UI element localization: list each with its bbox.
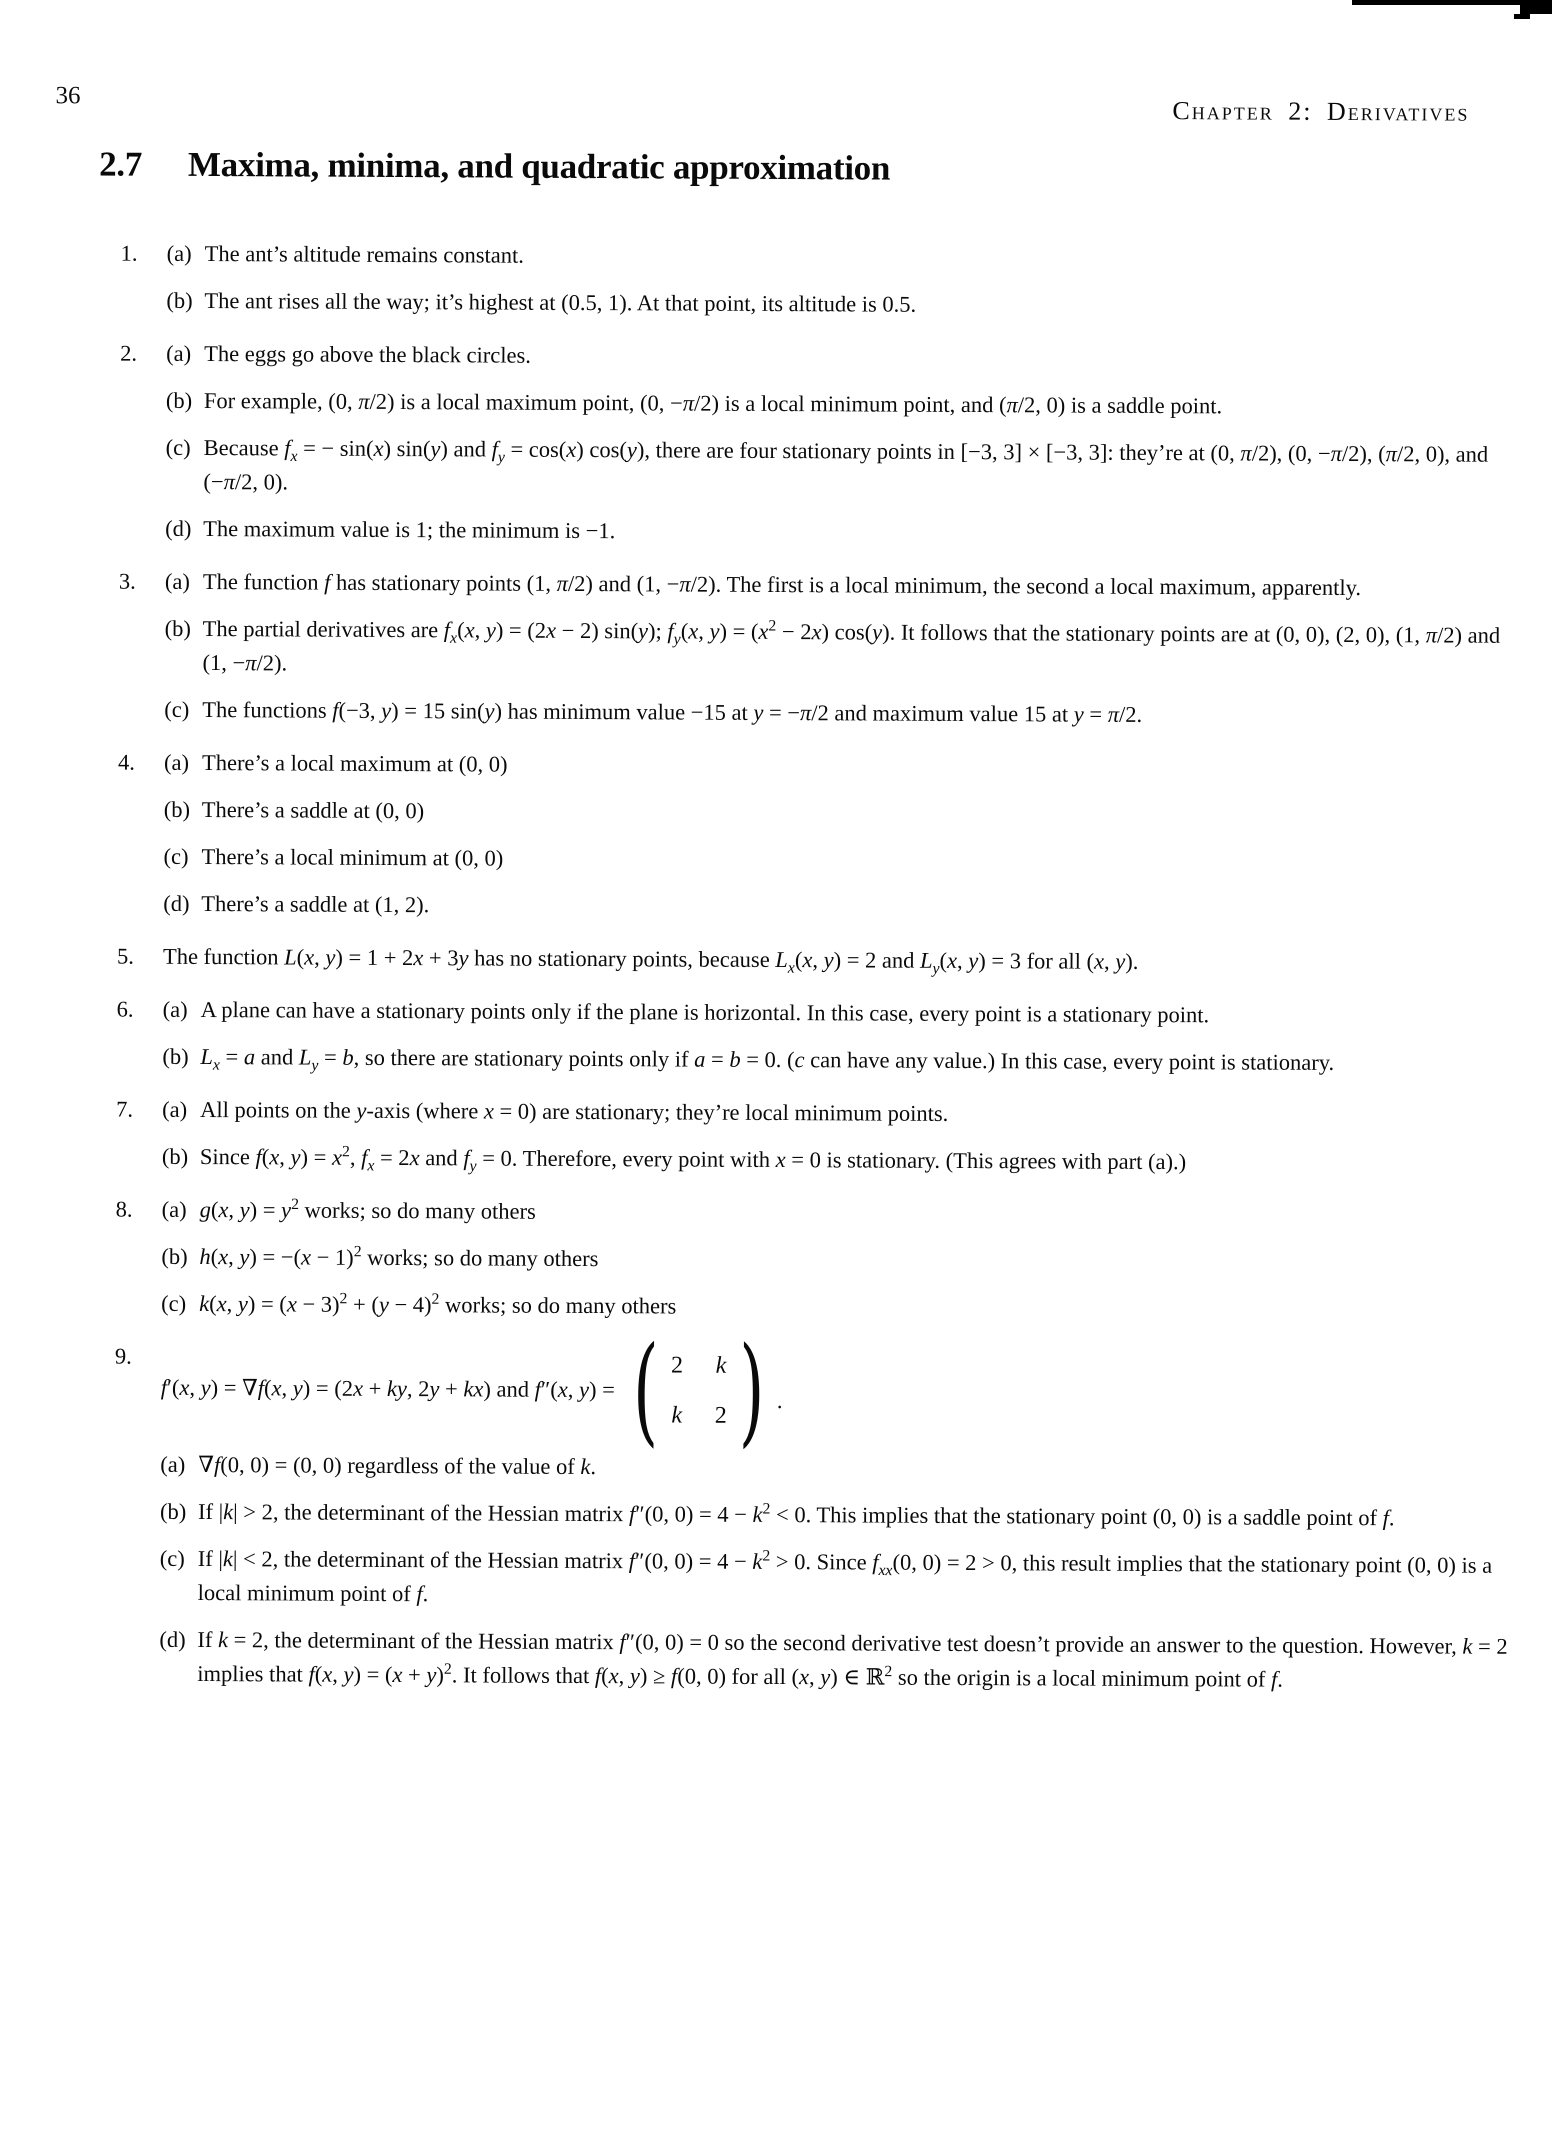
solutions-list: [113, 237, 1521, 1717]
part-2c: [165, 431, 1519, 506]
part-label: (b): [166, 287, 193, 313]
part-label: (a): [162, 996, 188, 1022]
problem-number: 4.: [117, 749, 135, 775]
part-4a: [164, 746, 1518, 787]
matrix-cells: [669, 1353, 729, 1427]
part-text: The ant rises all the way; it’s highest at (0.5, 1). At that point, its altitude is 0.5.: [204, 288, 917, 317]
part-2d: [165, 512, 1519, 553]
problem-body: [162, 993, 1516, 1081]
hessian-matrix: [623, 1320, 776, 1459]
problem-number: 3.: [118, 568, 136, 594]
part-text: There’s a saddle at (1, 2).: [201, 891, 430, 918]
section-title-text: Maxima, minima, and quadratic approximation: [187, 144, 891, 188]
equation-text: f′(x, y) = ∇f(x, y) = (2x + ky, 2y + kx) and f″(x, y) =: [160, 1374, 615, 1402]
part-label: (b): [165, 387, 193, 413]
part-text: Because $f_x$ = − sin(x) sin(y) and $f_y = \cos(x)$ cos(y), there are four stationary points in [−3, 3] × [−3, 3]: they’re at (0, π/2), (0, −π/2), (π/2, 0), and (−π/2, 0).: [203, 435, 1489, 495]
part-text: g(x, $y) = y^2$ works; so do many others: [199, 1195, 536, 1224]
part-label: (b): [160, 1498, 187, 1524]
part-2b: [166, 384, 1520, 425]
part-label: (c): [165, 434, 191, 460]
part-7a: [162, 1093, 1516, 1134]
matrix-cell: 2: [670, 1351, 684, 1379]
part-text: h(x, $y) = -(x - 1)^2$ works; so do many others: [199, 1243, 599, 1272]
part-label: (d): [163, 890, 190, 916]
running-head: Chapter 2: Derivatives: [1172, 96, 1470, 127]
problem-9-equation-line: [160, 1320, 1514, 1459]
part-text: k(x, $y) = (x - 3)^2 + (y - 4)^2$ works; so do many others: [199, 1290, 677, 1319]
part-9a: [160, 1448, 1514, 1489]
part-text: The ant’s altitude remains constant.: [204, 241, 525, 268]
problem-body: [164, 565, 1519, 734]
part-label: (c): [159, 1545, 185, 1571]
part-text: If k = 2, the determinant of the Hessian matrix f″(0, 0) = 0 so the second derivative test doesn’t provide an answer to the question. However, k = 2 implies that f(x, $y) = (x + y)^2$. It follows that f(x, y) ≥ f(0, 0) for all (x, y) ∈ ℝ$^2$ so the origin is a local minimum point of f.: [197, 1626, 1508, 1692]
part-label: (c): [161, 1290, 187, 1316]
part-8b: [161, 1240, 1515, 1281]
problem-4: [117, 746, 1518, 928]
part-1b: [166, 284, 1520, 325]
part-9b: [160, 1495, 1514, 1536]
part-9c: [160, 1542, 1514, 1617]
equation-period: .: [776, 1388, 783, 1414]
problem-3: [118, 565, 1519, 734]
part-label: (b): [162, 1043, 189, 1069]
matrix-cell: k: [671, 1401, 683, 1429]
part-text: There’s a local minimum at (0, 0): [201, 844, 504, 871]
part-text: The eggs go above the black circles.: [204, 341, 531, 368]
part-text: A plane can have a stationary points only if the plane is horizontal. In this case, every point is a stationary point.: [200, 997, 1210, 1028]
part-label: (c): [163, 843, 189, 869]
problem-number: 1.: [120, 240, 138, 266]
problem-7: [116, 1093, 1516, 1181]
part-label: (a): [166, 340, 192, 366]
problem-6: [116, 993, 1516, 1081]
page-number: 36: [55, 82, 81, 110]
part-label: (a): [160, 1451, 186, 1477]
problem-body: [161, 1193, 1516, 1328]
part-text: The functions f(−3, y) = 15 sin(y) has minimum value −15 at y = −π/2 and maximum value 15 at y = π/2.: [202, 697, 1143, 727]
part-text: If |k| < 2, the determinant of the Hessian matrix f″(0, $0) = 4 - k^2 > 0$. Since $f_{xx}(0$, 0) = 2 > 0, this result implies that the stationary point (0, 0) is a local minimum point of f.: [197, 1545, 1493, 1607]
part-text: There’s a saddle at (0, 0): [201, 797, 425, 824]
problem-body: [163, 940, 1517, 981]
part-2a: [166, 337, 1520, 378]
part-8a: [162, 1193, 1516, 1234]
part-label: (a): [164, 568, 190, 594]
part-text: ∇f(0, 0) = (0, 0) regardless of the value of k.: [198, 1451, 597, 1480]
right-paren: ): [738, 1320, 765, 1459]
matrix-cell: 2: [714, 1402, 727, 1429]
problem-number: 8.: [115, 1196, 133, 1222]
matrix-cell: k: [715, 1352, 727, 1379]
part-1a: [167, 237, 1521, 278]
part-9d: [159, 1623, 1513, 1698]
problem-1: [120, 237, 1520, 325]
part-4b: [164, 793, 1518, 834]
problem-text: The function L(x, y) = 1 + 2x + 3y has no stationary points, because $L_x(x$, y) = 2 and $L_y(x$, y) = 3 for all (x, y).: [162, 943, 1139, 978]
part-text: There’s a local maximum at (0, 0): [201, 750, 508, 777]
problem-body: [165, 337, 1520, 553]
problem-number: 2.: [120, 340, 138, 366]
part-4d: [163, 887, 1517, 928]
problem-body: [166, 237, 1520, 325]
problem-body: [159, 1320, 1515, 1698]
problem-number: 6.: [116, 996, 134, 1022]
problem-body: [162, 1093, 1516, 1181]
part-8c: [161, 1287, 1515, 1328]
part-text: All points on the y-axis (where x = 0) are stationary; they’re local minimum points.: [200, 1097, 949, 1126]
problem-number: 5.: [116, 943, 134, 969]
problem-number: 9.: [114, 1343, 132, 1369]
part-label: (c): [164, 696, 190, 722]
part-label: (a): [161, 1196, 187, 1222]
part-label: (a): [163, 749, 190, 775]
part-label: (b): [164, 615, 192, 641]
part-text: For example, (0, π/2) is a local maximum point, (0, −π/2) is a local minimum point, and (π/2, 0) is a saddle point.: [203, 388, 1223, 419]
problem-body: [163, 746, 1518, 928]
part-label: (a): [162, 1096, 188, 1122]
part-4c: [163, 840, 1517, 881]
part-3c: [164, 693, 1518, 734]
part-text: $L_x = a$ and $L_y = b$, so there are stationary points only if a = b = 0. (c can have any value.) In this case, every point is stationary.: [200, 1044, 1335, 1075]
left-paren: (: [632, 1320, 659, 1459]
part-label: (b): [161, 1243, 188, 1269]
problem-2: [119, 337, 1520, 553]
section-title: [99, 144, 890, 188]
problem-9: [113, 1320, 1515, 1698]
part-text: Since f(x, $y) = x^2$, $f_x = 2x$ and $f_y = 0$. Therefore, every point with x = 0 is stationary. (This agrees with part (a).): [199, 1143, 1187, 1175]
part-label: (b): [163, 796, 191, 822]
part-label: (b): [161, 1143, 189, 1169]
problem-5: [117, 940, 1517, 981]
problem-number: 7.: [116, 1096, 134, 1122]
part-6a: [163, 993, 1517, 1034]
problem-8: [115, 1193, 1516, 1328]
part-label: (d): [165, 515, 192, 541]
part-text: The maximum value is 1; the minimum is −1.: [203, 516, 616, 544]
part-text: If |k| > 2, the determinant of the Hessian matrix f″(0, $0) = 4 - k^2 < 0$. This implies that the stationary point (0, 0) is a saddle point of f.: [198, 1498, 1395, 1531]
part-label: (a): [166, 240, 192, 266]
part-label: (d): [159, 1626, 186, 1652]
section-number: 2.7: [99, 144, 143, 184]
part-6b: [162, 1040, 1516, 1081]
part-3b: [164, 612, 1518, 687]
part-text: The partial derivatives are $f_x(x$, y) = (2x − 2) sin(y); $f_y(x$, $y) = (x^2 - 2x)$ cos(y). It follows that the stationary points are at (0, 0), (2, 0), (1, π/2) and (1, −π/2).: [202, 616, 1501, 676]
part-7b: [162, 1140, 1516, 1181]
part-text: The function f has stationary points (1, π/2) and (1, −π/2). The first is a local minimum, the second a local maximum, apparently.: [202, 569, 1362, 601]
part-3a: [165, 565, 1519, 606]
